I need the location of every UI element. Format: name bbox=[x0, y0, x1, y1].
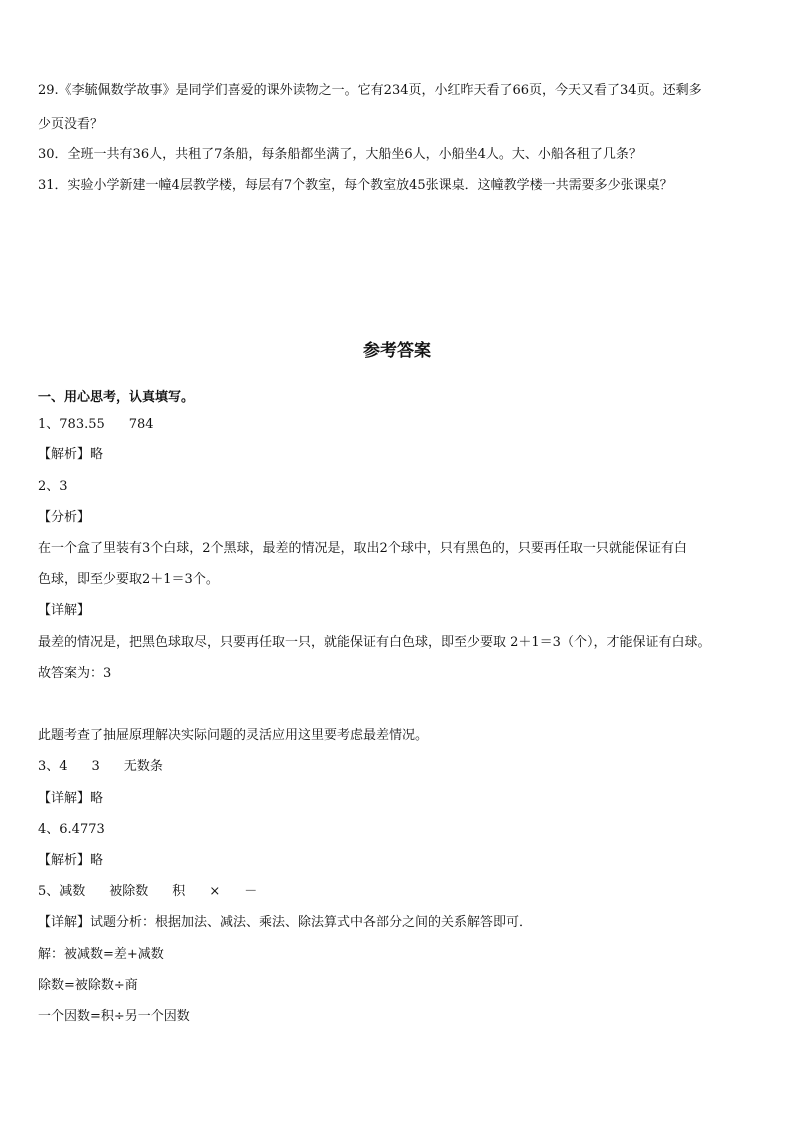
answer-4-note: 【解析】略 bbox=[38, 853, 104, 868]
question-31: 31．实验小学新建一幢4层教学楼，每层有7个教室，每个教室放45张课桌．这幢教学楼一共需要多少张课桌？ bbox=[38, 178, 673, 193]
answer-5-solution-3: 一个因数=积÷另一个因数 bbox=[38, 1009, 190, 1024]
answer-4: 4、6.4773 bbox=[38, 822, 105, 837]
answer-1-note: 【解析】略 bbox=[38, 447, 104, 462]
answer-5-value-2: 被除数 bbox=[109, 884, 149, 899]
answer-5-detail: 【详解】试题分析：根据加法、减法、乘法、除法算式中各部分之间的关系解答即可． bbox=[38, 915, 533, 930]
answer-2: 2、3 bbox=[38, 479, 68, 494]
answer-3-value-3: 无数条 bbox=[123, 759, 163, 774]
answer-1-extra: 784 bbox=[128, 417, 154, 432]
section-1-heading: 一、用心思考，认真填写。 bbox=[38, 390, 195, 405]
answer-3 bbox=[38, 758, 163, 776]
answer-2-detail-line-1: 最差的情况是，把黑色球取尽，只要再任取一只，就能保证有白色球，即至少要取 2＋1＝3（个），才能保证有白球。 bbox=[38, 635, 711, 650]
answer-5-solution-2: 除数=被除数÷商 bbox=[38, 978, 138, 993]
question-29-line-1: 29.《李毓佩数学故事》是同学们喜爱的课外读物之一。它有234页，小红昨天看了66页，今天又看了34页。还剩多 bbox=[38, 83, 702, 98]
answer-3-value: 3、4 bbox=[38, 759, 68, 774]
answer-2-detail-line-2: 故答案为：3 bbox=[38, 666, 112, 681]
answer-1 bbox=[38, 416, 154, 434]
answer-2-analysis-line-2: 色球，即至少要取2＋1＝3个。 bbox=[38, 572, 219, 587]
answer-2-analysis-tag: 【分析】 bbox=[38, 510, 91, 525]
answer-3-value-2: 3 bbox=[91, 759, 100, 774]
answer-5-value-5: － bbox=[244, 884, 258, 899]
answer-5 bbox=[38, 883, 257, 901]
answer-2-summary: 此题考查了抽屉原理解决实际问题的灵活应用这里要考虑最差情况。 bbox=[38, 728, 429, 743]
answer-2-analysis-line-1: 在一个盒了里装有3个白球，2个黑球，最差的情况是，取出2个球中，只有黑色的，只要再任取一只就能保证有白 bbox=[38, 541, 687, 556]
answer-5-value-4: × bbox=[209, 884, 221, 899]
answer-5-solution-1: 解：被减数=差+减数 bbox=[38, 947, 164, 962]
answer-3-note: 【详解】略 bbox=[38, 791, 104, 806]
question-29-line-2: 少页没看？ bbox=[38, 117, 104, 132]
answer-5-value: 5、减数 bbox=[38, 884, 86, 899]
question-30: 30．全班一共有36人，共租了7条船，每条船都坐满了，大船坐6人，小船坐4人。大、小船各租了几条？ bbox=[38, 147, 642, 162]
answer-5-value-3: 积 bbox=[172, 884, 186, 899]
answer-1-value: 1、783.55 bbox=[38, 417, 105, 432]
answer-2-detail-tag: 【详解】 bbox=[38, 603, 91, 618]
answer-key-title: 参考答案 bbox=[363, 341, 431, 361]
